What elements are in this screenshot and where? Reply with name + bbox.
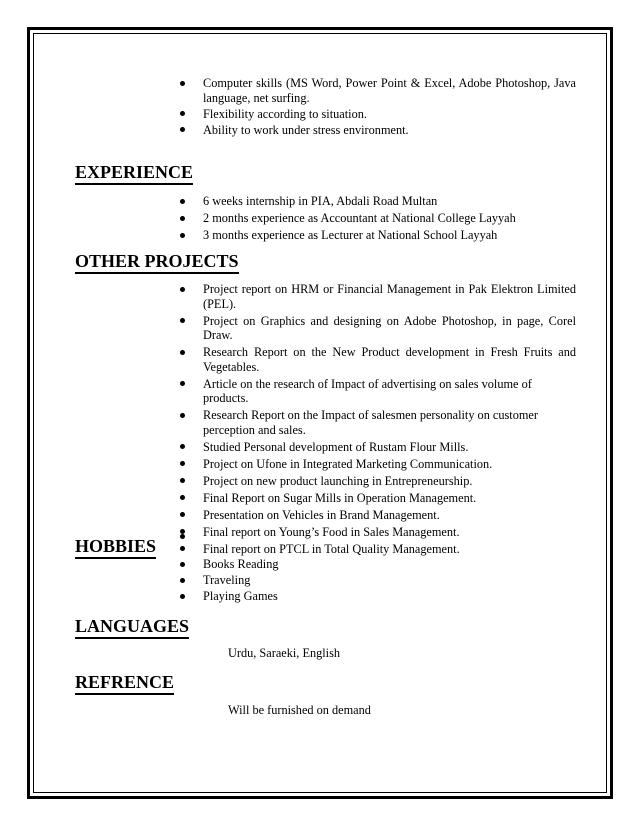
list-item: Research Report on the Impact of salesmen personality on customer perception and sales. [176, 408, 576, 437]
skills-list [176, 76, 576, 139]
list-item: Studied Personal development of Rustam Flour Mills. [176, 440, 576, 455]
list-item: Ability to work under stress environment. [176, 123, 576, 138]
experience-heading: EXPERIENCE [75, 162, 193, 185]
list-item: Project on Graphics and designing on Adobe Photoshop, in page, Corel Draw. [176, 314, 576, 343]
list-item: Books Reading [176, 557, 576, 572]
list-item: Presentation on Vehicles in Brand Management. [176, 508, 576, 523]
languages-heading: LANGUAGES [75, 616, 189, 639]
list-item: Final Report on Sugar Mills in Operation Management. [176, 491, 576, 506]
list-item: 6 weeks internship in PIA, Abdali Road Multan [176, 194, 576, 209]
reference-heading: REFRENCE [75, 672, 174, 695]
empty-bullet [180, 534, 185, 539]
list-item: 2 months experience as Accountant at National College Layyah [176, 211, 576, 226]
list-item: Project report on HRM or Financial Management in Pak Elektron Limited (PEL). [176, 282, 576, 311]
list-item: Article on the research of Impact of advertising on sales volume of products. [176, 377, 576, 406]
list-item: Computer skills (MS Word, Power Point & Excel, Adobe Photoshop, Java language, net surfing. [176, 76, 576, 105]
list-item: Playing Games [176, 589, 576, 604]
projects-list [176, 282, 576, 559]
list-item: Final report on Young’s Food in Sales Management. [176, 525, 576, 540]
list-item: 3 months experience as Lecturer at National School Layyah [176, 228, 576, 243]
list-item: Project on new product launching in Entrepreneurship. [176, 474, 576, 489]
projects-heading: OTHER PROJECTS [75, 251, 239, 274]
list-item: Traveling [176, 573, 576, 588]
hobbies-heading: HOBBIES [75, 536, 156, 559]
list-item: Research Report on the New Product development in Fresh Fruits and Vegetables. [176, 345, 576, 374]
languages-text: Urdu, Saraeki, English [228, 646, 341, 660]
experience-list [176, 194, 576, 245]
reference-text: Will be furnished on demand [228, 703, 371, 717]
hobbies-list [176, 557, 576, 605]
list-item: Final report on PTCL in Total Quality Management. [176, 542, 576, 557]
list-item: Flexibility according to situation. [176, 107, 576, 122]
list-item: Project on Ufone in Integrated Marketing Communication. [176, 457, 576, 472]
